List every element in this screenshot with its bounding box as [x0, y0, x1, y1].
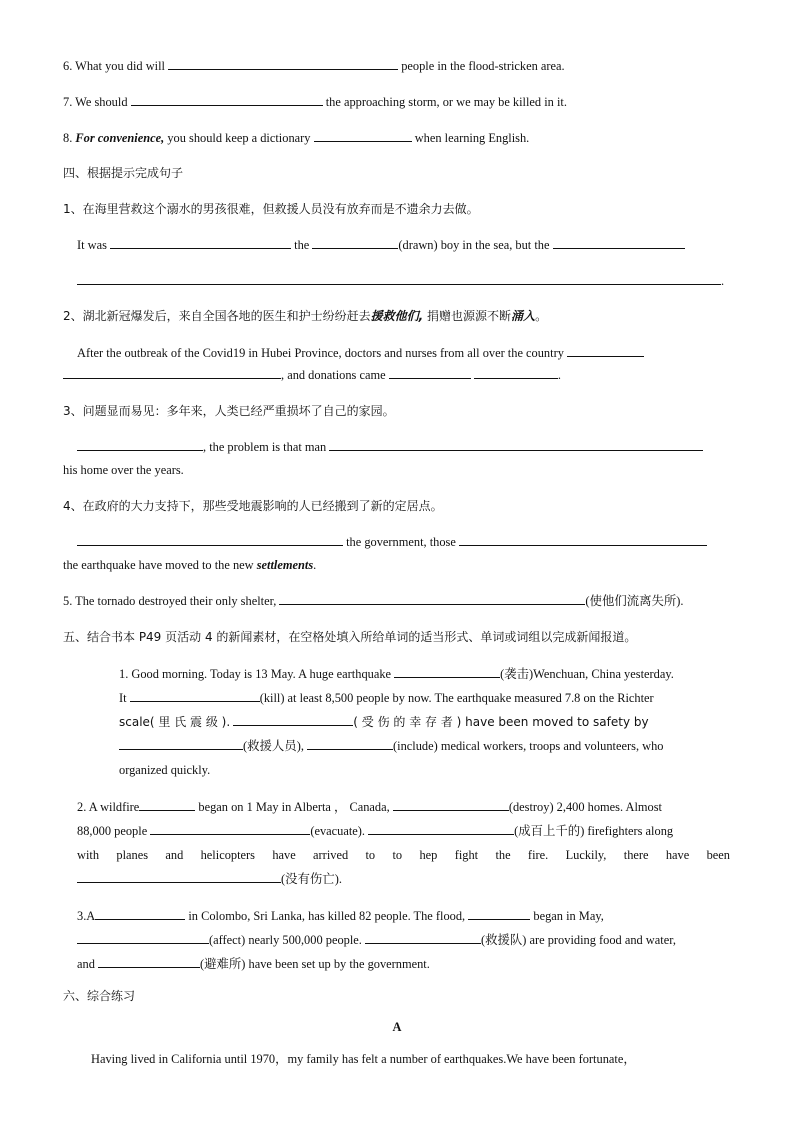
q8-number: 8.	[63, 131, 73, 145]
s2-cn-end: 。	[535, 309, 548, 323]
q8-text-a: you should keep a dictionary	[167, 131, 311, 145]
s4-blank-1[interactable]	[77, 533, 343, 546]
n2-l2-b: (evacuate).	[310, 824, 365, 838]
s2-blank-3[interactable]	[389, 366, 471, 379]
n2-l2-c: (成百上千的) firefighters along	[514, 824, 674, 838]
s2-chinese	[63, 307, 547, 325]
n2-line2	[77, 822, 673, 840]
q8-text-b: when learning English.	[414, 131, 530, 145]
n3-l1-a: 3.A	[77, 909, 96, 923]
s3-chinese: 3、问题显而易见：多年来，人类已经严重损坏了自己的家园。	[63, 404, 395, 418]
s4-text-2a: the earthquake have moved to the new	[63, 558, 254, 572]
n2-l4: (没有伤亡).	[281, 872, 342, 886]
n1-line3	[119, 713, 649, 731]
s2-blank-4[interactable]	[474, 366, 558, 379]
n3-line3	[77, 955, 430, 973]
q8-blank[interactable]	[314, 129, 412, 142]
s4-end: .	[313, 558, 317, 572]
q7-blank[interactable]	[131, 93, 323, 106]
n3-line1	[77, 907, 604, 925]
q7	[63, 93, 567, 111]
s5-blank[interactable]	[279, 592, 585, 605]
s4-english-1	[77, 533, 707, 551]
n1-l4-b: (include) medical workers, troops and volunteers, who	[393, 739, 664, 753]
s1-text-b: the	[294, 238, 310, 252]
s1-chinese: 1、在海里营救这个溺水的男孩很难，但救援人员没有放弃而是不遗余力去做。	[63, 202, 479, 216]
n1-l1-b: (袭击)Wenchuan, China yesterday.	[500, 667, 674, 681]
n3-l3-b: (避难所) have been set up by the government.	[200, 957, 430, 971]
n1-l3-b: ( 受 伤 的 幸 存 者 ) have been moved to safety by	[353, 715, 649, 729]
n1-l2-b: (kill) at least 8,500 people by now. The earthquake measured 7.8 on the Richter	[259, 691, 654, 705]
s1-text-c: (drawn) boy in the sea, but the	[398, 238, 550, 252]
n2-blank-3[interactable]	[150, 822, 310, 835]
s2-english-2	[63, 366, 561, 384]
q8-emphasis: For convenience,	[75, 131, 165, 145]
s2-cn-emphasis-1: 援救他们,	[370, 309, 424, 323]
n3-blank-1[interactable]	[95, 907, 185, 920]
q7-text-a: 7. We should	[63, 95, 128, 109]
n1-l1-a: 1. Good morning. Today is 13 May. A huge earthquake	[119, 667, 392, 681]
n2-l1-a: 2. A wildfire	[77, 800, 140, 814]
n3-l1-b: in Colombo, Sri Lanka, has killed 82 people. The flood,	[188, 909, 466, 923]
n1-l3-a: scale( 里 氏 震 级 ).	[119, 715, 231, 729]
s5-text-a: 5. The tornado destroyed their only shelter,	[63, 594, 277, 608]
n2-l1-b: began on 1 May in Alberta ， Canada,	[198, 800, 390, 814]
n1-line2	[119, 689, 654, 707]
s3-blank-2[interactable]	[329, 438, 703, 451]
s3-text-a: , the problem is that man	[203, 440, 327, 454]
s1-blank-2[interactable]	[312, 236, 398, 249]
n1-blank-4[interactable]	[119, 737, 243, 750]
n3-blank-3[interactable]	[77, 931, 209, 944]
s2-blank-2[interactable]	[63, 366, 281, 379]
s2-cn-a: 2、湖北新冠爆发后，来自全国各地的医生和护士纷纷赶去	[63, 309, 371, 323]
passage-line-1: Having lived in California until 1970，my family has felt a number of earthquakes.We have been fortunate，	[91, 1052, 636, 1066]
n1-line4	[119, 737, 663, 755]
n1-blank-3[interactable]	[233, 713, 353, 726]
n1-line1	[119, 665, 674, 683]
n1-blank-1[interactable]	[394, 665, 500, 678]
n3-blank-4[interactable]	[365, 931, 481, 944]
n3-line2	[77, 931, 676, 949]
q7-text-b: the approaching storm, or we may be killed in it.	[325, 95, 567, 109]
s2-english-1	[77, 344, 644, 362]
n2-blank-5[interactable]	[77, 870, 281, 883]
n1-l2-a: It	[119, 691, 127, 705]
n3-l2-a: (affect) nearly 500,000 people.	[209, 933, 362, 947]
s1-blank-1[interactable]	[110, 236, 291, 249]
s4-chinese: 4、在政府的大力支持下，那些受地震影响的人已经搬到了新的定居点。	[63, 499, 443, 513]
n2-l2-a: 88,000 people	[77, 824, 148, 838]
s3-english-2: his home over the years.	[63, 463, 184, 477]
n1-blank-5[interactable]	[307, 737, 393, 750]
s2-cn-emphasis-2: 涌入	[511, 309, 536, 323]
n2-blank-1[interactable]	[139, 798, 195, 811]
n1-blank-2[interactable]	[130, 689, 260, 702]
n3-l1-c: began in May,	[533, 909, 604, 923]
s5	[63, 592, 684, 610]
q6-text-b: people in the flood-stricken area.	[401, 59, 565, 73]
s2-cn-b: 捐赠也源源不断	[427, 309, 512, 323]
section-5-title: 五、结合书本 P49 页活动 4 的新闻素材，在空格处填入所给单词的适当形式、单词或词组以完成新闻报道。	[63, 630, 637, 644]
q8	[63, 129, 529, 147]
s2-text-1: After the outbreak of the Covid19 in Hubei Province, doctors and nurses from all over the country	[77, 346, 564, 360]
n2-line1	[77, 798, 662, 816]
passage-heading: A	[392, 1020, 402, 1034]
section-4-title: 四、根据提示完成句子	[63, 166, 184, 180]
q6-text-a: 6. What you did will	[63, 59, 165, 73]
s1-text-a: It was	[77, 238, 107, 252]
n2-line3: with planes and helicopters have arrived to to hep fight the fire. Luckily, there have been	[77, 848, 730, 862]
s2-text-2: , and donations came	[281, 368, 386, 382]
s1-english	[77, 236, 685, 254]
section-6-title: 六、综合练习	[63, 989, 136, 1003]
n3-blank-5[interactable]	[98, 955, 200, 968]
n3-l3-a: and	[77, 957, 95, 971]
q6	[63, 57, 565, 75]
s1-blank-4[interactable]	[77, 272, 721, 285]
s2-blank-1[interactable]	[567, 344, 644, 357]
n2-blank-4[interactable]	[368, 822, 514, 835]
n3-l2-b: (救援队) are providing food and water,	[480, 933, 676, 947]
s1-end: .	[721, 274, 725, 288]
s4-english-2	[63, 556, 316, 574]
q6-blank[interactable]	[168, 57, 398, 70]
s4-emphasis: settlements	[256, 558, 314, 572]
s3-english-1	[77, 438, 703, 456]
s1-blank-3[interactable]	[553, 236, 685, 249]
n3-blank-2[interactable]	[468, 907, 530, 920]
s5-text-b: (使他们流离失所).	[585, 594, 684, 608]
s4-blank-2[interactable]	[459, 533, 707, 546]
s4-text-a: the government, those	[346, 535, 456, 549]
s1-line2	[77, 272, 724, 290]
n2-l1-c: (destroy) 2,400 homes. Almost	[508, 800, 662, 814]
n1-line5: organized quickly.	[119, 763, 211, 777]
s3-blank-1[interactable]	[77, 438, 203, 451]
n1-l4-a: (救援人员),	[243, 739, 304, 753]
n2-line4	[77, 870, 342, 888]
s2-end: .	[557, 368, 561, 382]
n2-blank-2[interactable]	[393, 798, 509, 811]
